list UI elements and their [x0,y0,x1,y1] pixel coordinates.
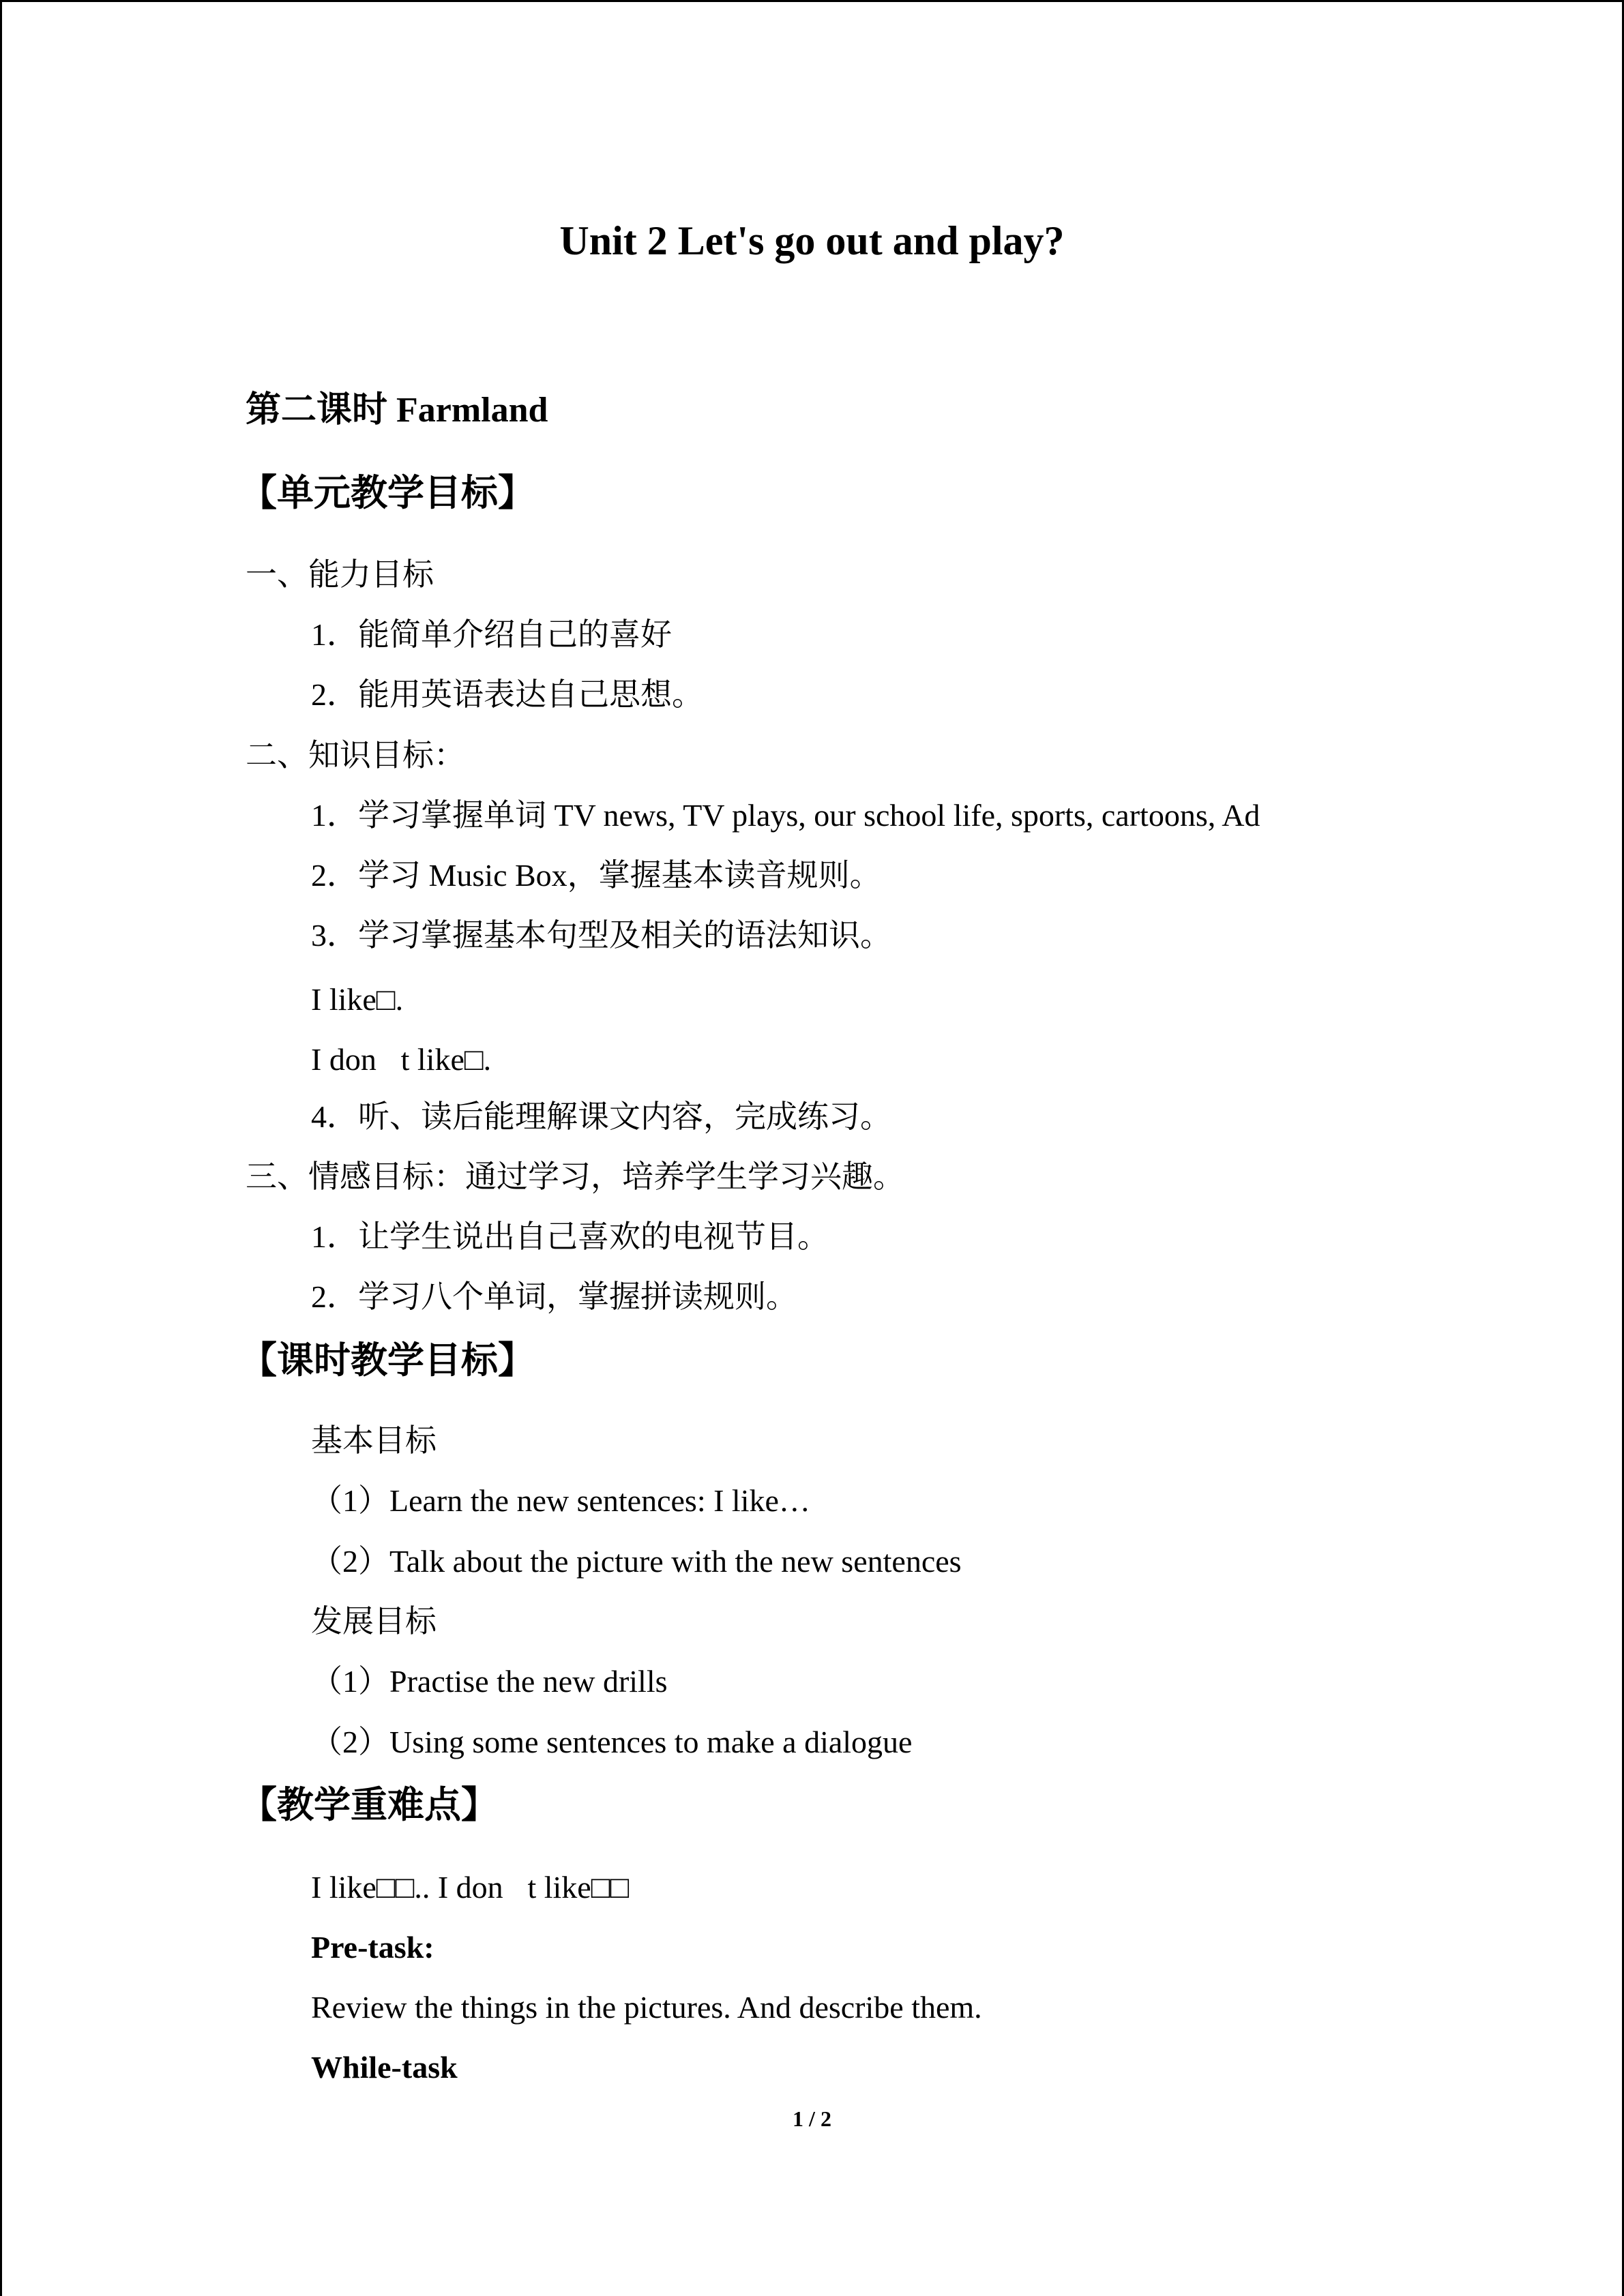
emotion-goal-item: 1．让学生说出自己喜欢的电视节目。 [311,1219,829,1254]
knowledge-goals-label: 二、知识目标： [246,738,465,773]
ability-goal-item: 2．能用英语表达自己思想。 [311,677,703,712]
emotion-goal-item: 2．学习八个单词，掌握拼读规则。 [311,1279,797,1314]
key-sentence: I like□□.. I don t like□□ [311,1870,630,1905]
unit-goals-heading: 【单元教学目标】 [240,473,535,513]
lesson-goals-heading: 【课时教学目标】 [240,1340,535,1381]
knowledge-goal-item: 3．学习掌握基本句型及相关的语法知识。 [311,918,891,953]
page-border-left [0,0,2,2296]
development-goal-item: （2）Using some sentences to make a dialogue [311,1725,913,1759]
page-number: 1 / 2 [793,2106,831,2131]
sentence-pattern: I like□. [311,982,404,1017]
development-goals-label: 发展目标 [311,1604,437,1639]
knowledge-goal-item: 2．学习 Music Box，掌握基本读音规则。 [311,858,881,893]
pre-task-label: Pre-task: [311,1930,434,1965]
knowledge-goal-item: 4．听、读后能理解课文内容，完成练习。 [311,1099,891,1134]
basic-goals-label: 基本目标 [311,1423,437,1458]
ability-goal-item: 1．能简单介绍自己的喜好 [311,617,672,652]
while-task-label: While-task [311,2050,458,2085]
page-border-top [0,0,1624,2]
emotion-goals-label: 三、情感目标：通过学习，培养学生学习兴趣。 [246,1159,904,1194]
knowledge-goal-item: 1．学习掌握单词 TV news, TV plays, our school life, sports, cartoons, Ad [311,798,1260,833]
key-points-heading: 【教学重难点】 [240,1785,498,1825]
sentence-pattern: I don t like□. [311,1042,492,1077]
ability-goals-label: 一、能力目标 [246,557,434,592]
basic-goal-item: （2）Talk about the picture with the new sentences [311,1544,962,1579]
pre-task-text: Review the things in the pictures. And describe them. [311,1990,982,2025]
document-title: Unit 2 Let's go out and play? [559,218,1065,263]
development-goal-item: （1）Practise the new drills [311,1664,668,1699]
basic-goal-item: （1）Learn the new sentences: I like… [311,1483,810,1518]
lesson-heading: 第二课时 Farmland [246,391,548,430]
